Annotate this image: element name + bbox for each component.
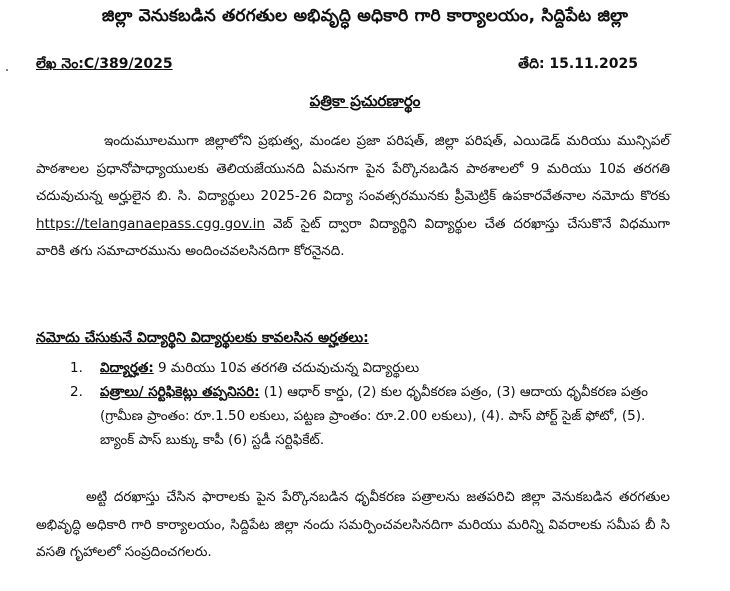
item-text: 9 మరియు 10వ తరగతి చదువుచున్న విద్యార్థులు bbox=[153, 360, 420, 376]
epass-website-link[interactable]: https://telanganaepass.cgg.gov.in bbox=[36, 215, 265, 232]
subject-heading: పత్రికా ప్రచురణార్థం bbox=[309, 92, 421, 110]
paragraph-text-end: వెబ్ సైట్ ద్వారా విద్యార్థిని విద్యార్థుల చేత దరఖాస్తు చేసుకొనే విధముగా వారికి తగు సమాచారమును అందించవలసినదిగా కోరనైనది. bbox=[36, 215, 670, 259]
scan-speck bbox=[6, 69, 8, 71]
office-title: జిల్లా వెనుకబడిన తరగతుల అభివృద్ధి అధికారి గారి కార్యాలయం, సిద్దిపేట జిల్లా bbox=[101, 6, 629, 26]
closing-paragraph: అట్టి దరఖాస్తు చేసిన ఫారాలకు పైన పేర్కొనబడిన ధృవీకరణ పత్రాలను జతపరిచి జిల్లా వెనుకబడిన తరగతుల అభివృద్ధి అధికారి గారి కార్యాలయం, సిద్దిపేట జిల్లా నందు సమర్పించవలసినదిగా మరియు మరిన్ని వివరాలకు సమీప బీ సి వసతి గృహాలలో సంప్రదించగలరు. bbox=[36, 489, 670, 560]
eligibility-list bbox=[70, 356, 670, 452]
item-label: పత్రాలు/ సర్టిఫికెట్లు తప్పనిసరి: bbox=[100, 384, 260, 400]
list-number: 1. bbox=[70, 360, 83, 376]
list-item bbox=[70, 356, 670, 380]
eligibility-heading: నమోదు చేసుకునే విద్యార్థిని విద్యార్థులకు కావలసిన అర్హతలు: bbox=[36, 330, 369, 346]
main-paragraph bbox=[36, 128, 670, 266]
reference-number: లేఖ నెం:C/389/2025 bbox=[36, 56, 173, 72]
paragraph-text-start: ఇందుమూలముగా జిల్లాలోని ప్రభుత్వ, మండల ప్రజా పరిషత్, జిల్లా పరిషత్, ఎయిడెడ్ మరియు మున్సిపల్ పాఠశాలల ప్రధానోపాధ్యాయులకు తెలియజేయునది ఏమనగా పైన పేర్కొనబడిన పాఠశాలలో 9 మరియు 10వ తరగతి చదువుచున్న అర్హులైన బి. సి. విద్యార్థులు 2025-26 విద్యా సంవత్సరమునకు ప్రీమెట్రిక్ ఉపకారవేతనాల నమోదు కొరకు bbox=[36, 133, 670, 204]
letter-date: తేది: 15.11.2025 bbox=[518, 56, 638, 72]
list-number: 2. bbox=[70, 384, 83, 400]
list-item bbox=[70, 380, 670, 452]
item-text: (1) ఆధార్ కార్డు, (2) కుల ధృవీకరణ పత్రం, (3) ఆదాయ ధృవీకరణ పత్రం (గ్రామీణ ప్రాంతం: రూ.1.50 లకులు, పట్టణ ప్రాంతం: రూ.2.00 లకులు), (4). పాస్ పోర్ట్ సైజ్ ఫోటో, (5). బ్యాంక్ పాస్ బుక్కు కాపీ (6) స్టడీ సర్టిఫికేట్. bbox=[100, 384, 648, 448]
item-label: విద్యార్హత: bbox=[100, 360, 154, 376]
